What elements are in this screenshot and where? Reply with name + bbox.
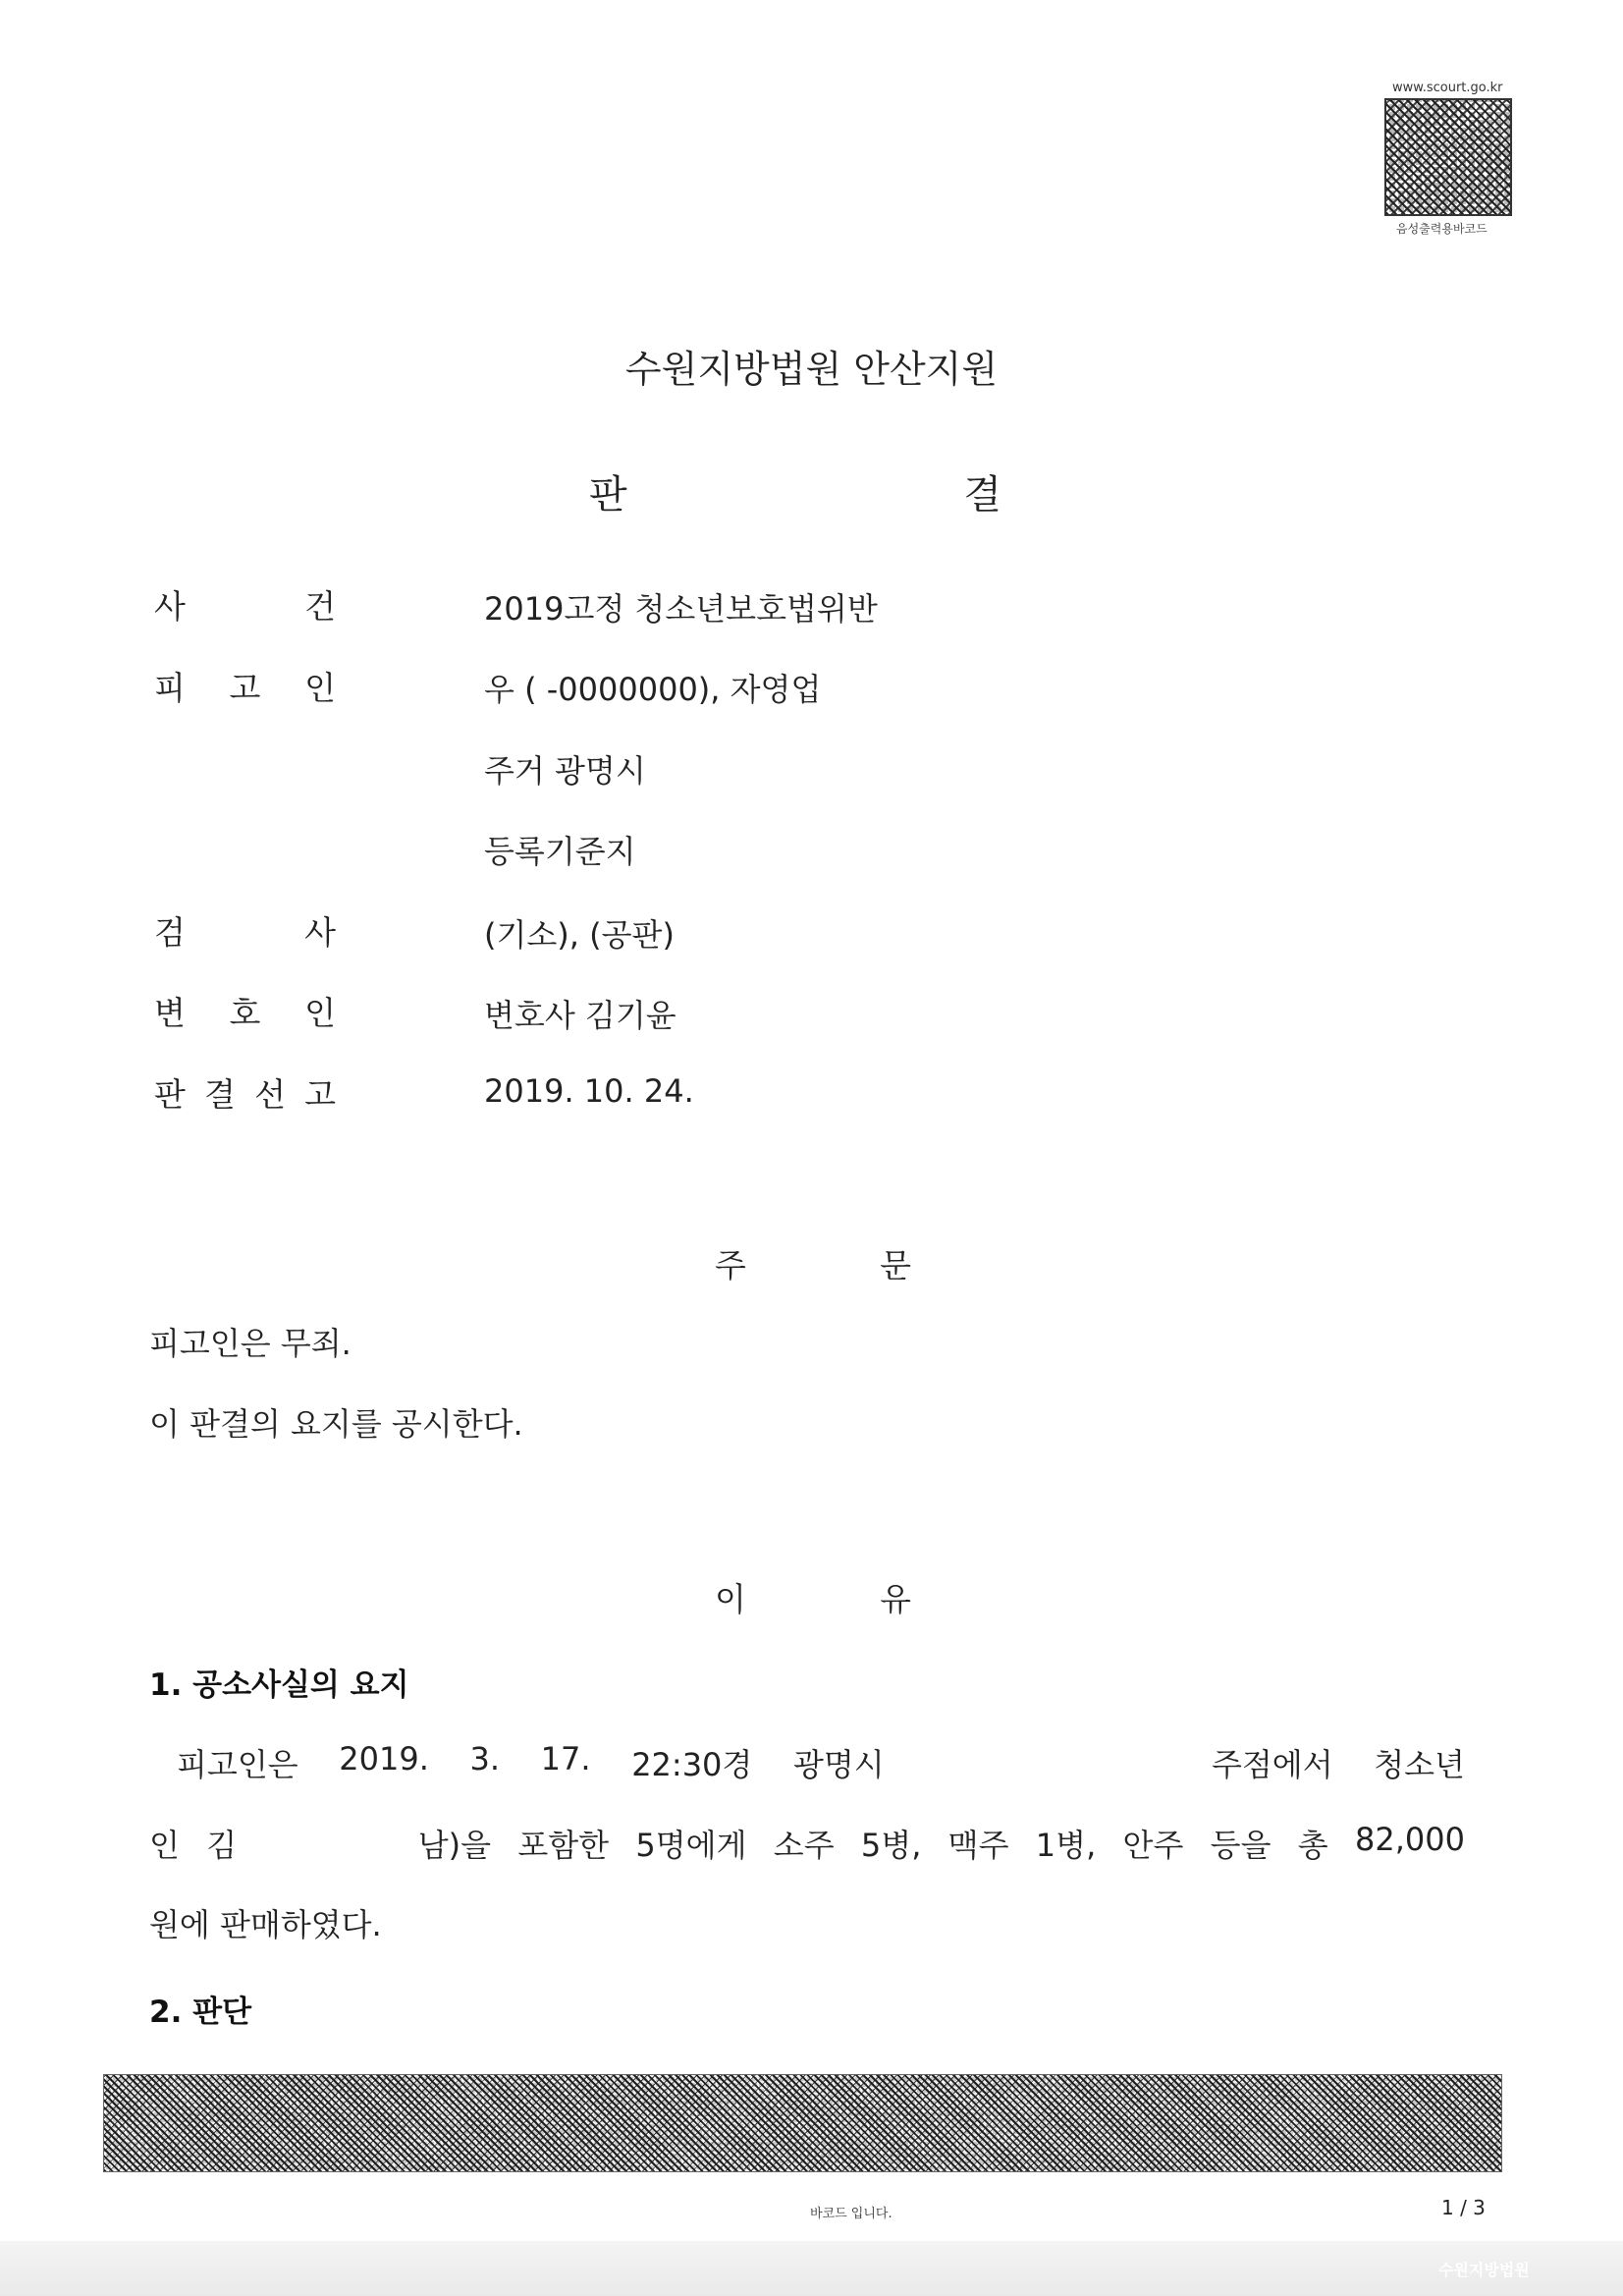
section-1-line-1: [177, 1740, 1465, 1785]
word: 피고인은: [177, 1746, 298, 1783]
heading-char: 문: [880, 1246, 911, 1285]
word: 등을: [1210, 1827, 1271, 1864]
label-char: 결: [204, 1075, 236, 1114]
barcode-image: [103, 2074, 1502, 2172]
value-residence: 주거 광명시: [484, 752, 646, 790]
label-char: 인: [304, 669, 336, 707]
word: 소주: [773, 1827, 835, 1864]
word: 총: [1297, 1827, 1328, 1864]
scourt-url: www.scourt.go.kr: [1392, 81, 1503, 95]
value-counsel: 변호사 김기윤: [484, 997, 676, 1034]
value-registration: 등록기준지: [484, 833, 636, 870]
heading-char: 이: [715, 1580, 746, 1618]
word: 1병,: [1035, 1827, 1097, 1864]
label-char: 고: [304, 1075, 336, 1114]
label-judgment-date: [154, 1069, 336, 1116]
barcode-note: 바코드 입니다.: [810, 2207, 893, 2221]
section-1-title: 1. 공소사실의 요지: [149, 1667, 409, 1703]
label-char: 판: [154, 1075, 186, 1114]
word: 5명에게: [635, 1827, 747, 1864]
label-char: 사: [154, 587, 186, 626]
disposition-line: 이 판결의 요지를 공시한다.: [149, 1405, 523, 1443]
word: 김: [206, 1827, 238, 1864]
word: 22:30경: [631, 1746, 753, 1783]
section-1-line-2: [149, 1821, 1465, 1866]
footer-band: [0, 2241, 1623, 2296]
word: 남)을: [417, 1827, 492, 1864]
qr-caption: 음성출력용바코드: [1396, 222, 1488, 236]
disposition-line: 피고인은 무죄.: [149, 1325, 352, 1362]
document-type-title: [589, 464, 1001, 519]
redacted-gap: [925, 1740, 1170, 1785]
label-char: 변: [154, 994, 186, 1032]
reasons-heading: [715, 1574, 911, 1620]
word: 2019.: [339, 1740, 429, 1777]
court-watermark: 수원지방법원: [1438, 2261, 1530, 2279]
section-2-title: 2. 판단: [149, 1995, 252, 2030]
label-char: 검: [154, 913, 186, 952]
word: 5병,: [860, 1827, 922, 1864]
label-case: [154, 581, 336, 628]
word: 포함한: [517, 1827, 610, 1864]
heading-char: 주: [715, 1246, 746, 1285]
word: 안주: [1122, 1827, 1184, 1864]
section-1-line-3: 원에 판매하였다.: [149, 1906, 382, 1943]
word: 82,000: [1355, 1821, 1465, 1858]
doc-type-char: 결: [963, 472, 1001, 518]
disposition-heading: [715, 1240, 911, 1286]
value-case: 2019고정 청소년보호법위반: [484, 590, 878, 628]
label-counsel: [154, 988, 336, 1034]
heading-char: 유: [880, 1580, 911, 1618]
word: 주점에서: [1211, 1746, 1333, 1783]
word: 광명시: [792, 1746, 885, 1783]
doc-type-char: 판: [589, 472, 627, 518]
label-prosecutor: [154, 907, 336, 954]
label-char: 호: [229, 994, 261, 1032]
value-defendant: 우 ( -0000000), 자영업: [484, 671, 822, 708]
qr-code-image: [1384, 98, 1512, 216]
value-judgment-date: 2019. 10. 24.: [484, 1072, 694, 1110]
page-number: 1 / 3: [1441, 2196, 1486, 2219]
redacted-gap: [263, 1821, 391, 1866]
label-char: 선: [254, 1075, 286, 1114]
label-defendant: [154, 663, 336, 709]
word: 청소년: [1374, 1746, 1465, 1783]
word: 3.: [469, 1740, 501, 1777]
label-char: 인: [304, 994, 336, 1032]
label-char: 피: [154, 669, 186, 707]
label-char: 고: [229, 669, 261, 707]
court-name: 수원지방법원 안산지원: [624, 348, 999, 391]
word: 맥주: [947, 1827, 1009, 1864]
label-char: 건: [304, 587, 336, 626]
label-char: 사: [304, 913, 336, 952]
word: 17.: [540, 1740, 591, 1777]
value-prosecutor: (기소), (공판): [484, 916, 675, 954]
word: 인: [149, 1827, 180, 1864]
